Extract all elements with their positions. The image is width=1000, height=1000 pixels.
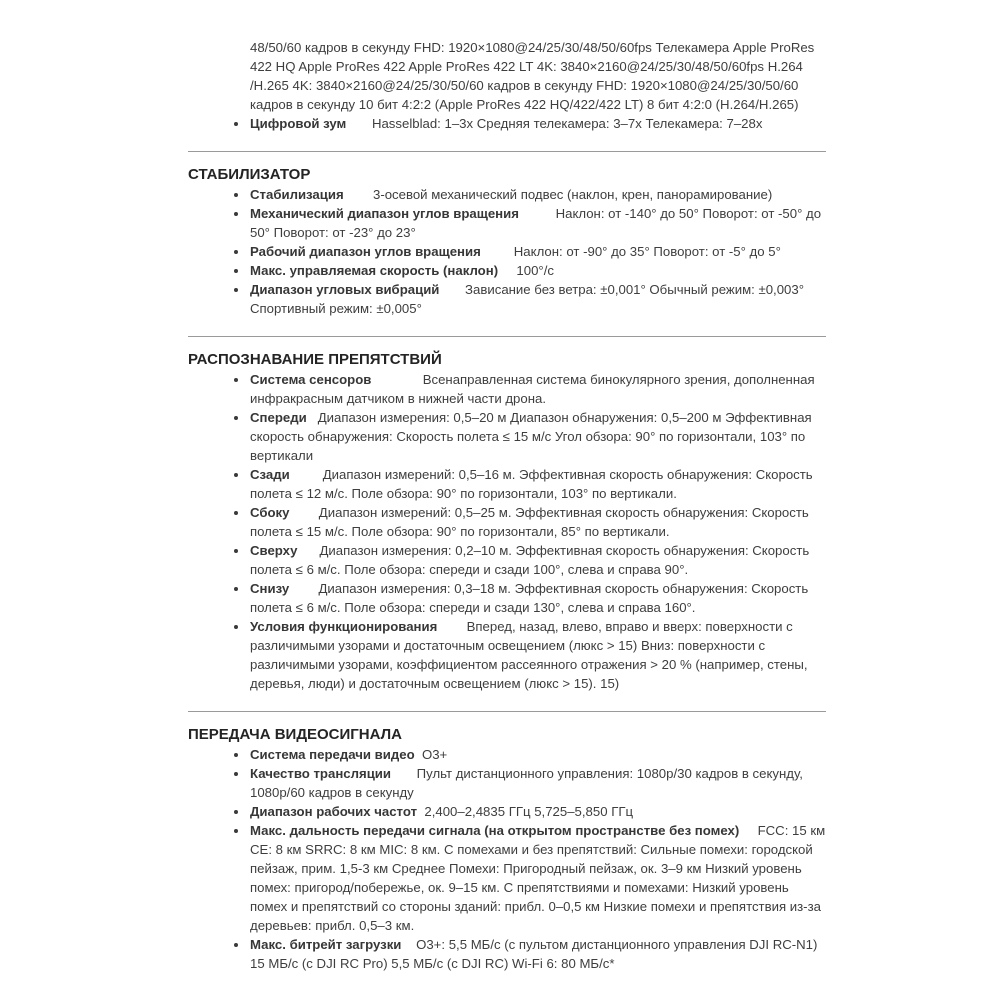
spec-term: Рабочий диапазон углов вращения <box>250 244 481 259</box>
spec-value: Пульт дистанционного управления: 1080p/30 кадров в секунду, 1080p/60 кадров в секунду <box>250 766 807 800</box>
spec-item-max-control-speed <box>188 261 826 280</box>
spec-item-max-download-bitrate <box>188 935 826 973</box>
section-divider <box>188 151 826 152</box>
spec-item-upward <box>188 541 826 579</box>
section-obstacle-sensing <box>188 336 826 693</box>
section-heading-video-transmission: ПЕРЕДАЧА ВИДЕОСИГНАЛА <box>188 726 403 743</box>
obstacle-spec-list <box>188 370 826 693</box>
spec-item-transmission-system <box>188 745 826 764</box>
transmission-spec-list <box>188 745 829 973</box>
spec-document <box>188 38 829 973</box>
spec-item-controllable-range <box>188 242 826 261</box>
spec-value: 2,400–2,4835 ГГц 5,725–5,850 ГГц <box>417 804 634 819</box>
stabilizer-spec-list <box>188 185 826 318</box>
spec-value: FCC: 15 км CE: 8 км SRRC: 8 км MIC: 8 км. С помехами и без препятствий: Сильные помехи: городской пейзаж, прим. 1,5-3 км Среднее Помехи: Пригородный пейзаж, ок. 3–9 км Низкий уровень помех: пригород/побережье, ок. 9–15 км. С препятствиями и помехами: Низкий уровень помех и препятствий со стороны зданий: прибл. 0–0,5 км Низкие помехи и препятствия из-за деревьев: прибл. 0,5–3 км. <box>250 823 829 933</box>
spec-term: Механический диапазон углов вращения <box>250 206 519 221</box>
spec-value: Вперед, назад, влево, вправо и вверх: поверхности с различимыми узорами и достаточным освещением (люкс > 15) Вниз: поверхности с различимыми узорами, коэффициентом рассеянного отражения > 20 % (например, стены, деревья, люди) и достаточным освещением (люкс > 15). 15) <box>250 619 812 691</box>
section-divider <box>188 336 826 337</box>
intro-spec-list <box>188 114 826 133</box>
spec-item-digital-zoom <box>188 114 826 133</box>
spec-item-forward <box>188 408 826 465</box>
spec-term: Диапазон угловых вибраций <box>250 282 440 297</box>
spec-item-vibration-range <box>188 280 826 318</box>
spec-term: Диапазон рабочих частот <box>250 804 418 819</box>
spec-value: Диапазон измерений: 0,5–25 м. Эффективная скорость обнаружения: Скорость полета ≤ 15 м/с. Поле обзора: 90° по горизонтали, 85° по вертикали. <box>250 505 813 539</box>
spec-value: O3+: 5,5 МБ/с (с пультом дистанционного управления DJI RC-N1) 15 МБ/с (с DJI RC Pro) 5,5 МБ/с (с DJI RC) Wi-Fi 6: 80 МБ/с* <box>250 937 822 971</box>
spec-term: Сзади <box>250 467 290 482</box>
spec-value: Всенаправленная система бинокулярного зрения, дополненная инфракрасным датчиком в нижней части дрона. <box>250 372 819 406</box>
spec-value: O3+ <box>414 747 448 762</box>
section-heading-stabilizer: СТАБИЛИЗАТОР <box>188 166 311 183</box>
spec-value: Зависание без ветра: ±0,001° Обычный режим: ±0,003° Спортивный режим: ±0,005° <box>250 282 808 316</box>
spec-term: Макс. битрейт загрузки <box>250 937 402 952</box>
spec-term: Сверху <box>250 543 298 558</box>
spec-term: Спереди <box>250 410 307 425</box>
spec-item-backward <box>188 465 826 503</box>
spec-value: Диапазон измерения: 0,5–20 м Диапазон обнаружения: 0,5–200 м Эффективная скорость обнаружения: Скорость полета ≤ 15 м/с Угол обзора: 90° по горизонтали, 103° по вертикали <box>250 410 816 463</box>
spec-value: 3-осевой механический подвес (наклон, крен, панорамирование) <box>343 187 773 202</box>
spec-term: Система сенсоров <box>250 372 372 387</box>
spec-value: 100°/с <box>498 263 554 278</box>
spec-value: Наклон: от -90° до 35° Поворот: от -5° до 5° <box>480 244 781 259</box>
spec-term: Снизу <box>250 581 290 596</box>
video-format-continuation-text: 48/50/60 кадров в секунду FHD: 1920×1080@24/25/30/48/50/60fps Телекамера Apple ProRes 422 HQ Apple ProRes 422 Apple ProRes 422 LT 4K: 3840×2160@24/25/30/48/50/60fps H.264 /H.265 4K: 3840×2160@24/25/30/50/60 кадров в секунду FHD: 1920×1080@24/25/30/50/60 кадров в секунду 10 бит 4:2:2 (Apple ProRes 422 HQ/422/422 LT) 8 бит 4:2:0 (H.264/H.265) <box>250 40 815 112</box>
spec-item-frequency-range <box>188 802 826 821</box>
spec-item-operating-environment <box>188 617 826 693</box>
spec-term: Цифровой зум <box>250 116 347 131</box>
spec-term: Качество трансляции <box>250 766 392 781</box>
spec-item-stabilization <box>188 185 826 204</box>
spec-value: Hasselblad: 1–3x Средняя телекамера: 3–7x Телекамера: 7–28x <box>346 116 763 131</box>
spec-value: Диапазон измерения: 0,3–18 м. Эффективная скорость обнаружения: Скорость полета ≤ 6 м/с. Поле обзора: спереди и сзади 130°, слева и справа 160°. <box>250 581 812 615</box>
spec-term: Система передачи видео <box>250 747 415 762</box>
section-video-transmission <box>188 711 829 973</box>
section-heading-obstacle-sensing: РАСПОЗНАВАНИЕ ПРЕПЯТСТВИЙ <box>188 351 442 368</box>
spec-term: Сбоку <box>250 505 290 520</box>
spec-item-sensor-system <box>188 370 826 408</box>
spec-item-mechanical-range <box>188 204 826 242</box>
spec-item-lateral <box>188 503 826 541</box>
spec-value: Диапазон измерений: 0,5–16 м. Эффективная скорость обнаружения: Скорость полета ≤ 12 м/с. Поле обзора: 90° по горизонтали, 103° по вертикали. <box>250 467 817 501</box>
section-stabilizer <box>188 151 826 318</box>
spec-value: Наклон: от -140° до 50° Поворот: от -50° до 50° Поворот: от -23° до 23° <box>250 206 825 240</box>
spec-term: Макс. дальность передачи сигнала (на открытом пространстве без помех) <box>250 823 740 838</box>
spec-term: Стабилизация <box>250 187 344 202</box>
section-divider <box>188 711 826 712</box>
spec-term: Макс. управляемая скорость (наклон) <box>250 263 499 278</box>
spec-item-downward <box>188 579 826 617</box>
spec-item-live-view-quality <box>188 764 826 802</box>
spec-value: Диапазон измерения: 0,2–10 м. Эффективная скорость обнаружения: Скорость полета ≤ 6 м/с. Поле обзора: спереди и сзади 100°, слева и справа 90°. <box>250 543 813 577</box>
spec-item-max-transmission-distance <box>188 821 829 935</box>
spec-term: Условия функционирования <box>250 619 438 634</box>
